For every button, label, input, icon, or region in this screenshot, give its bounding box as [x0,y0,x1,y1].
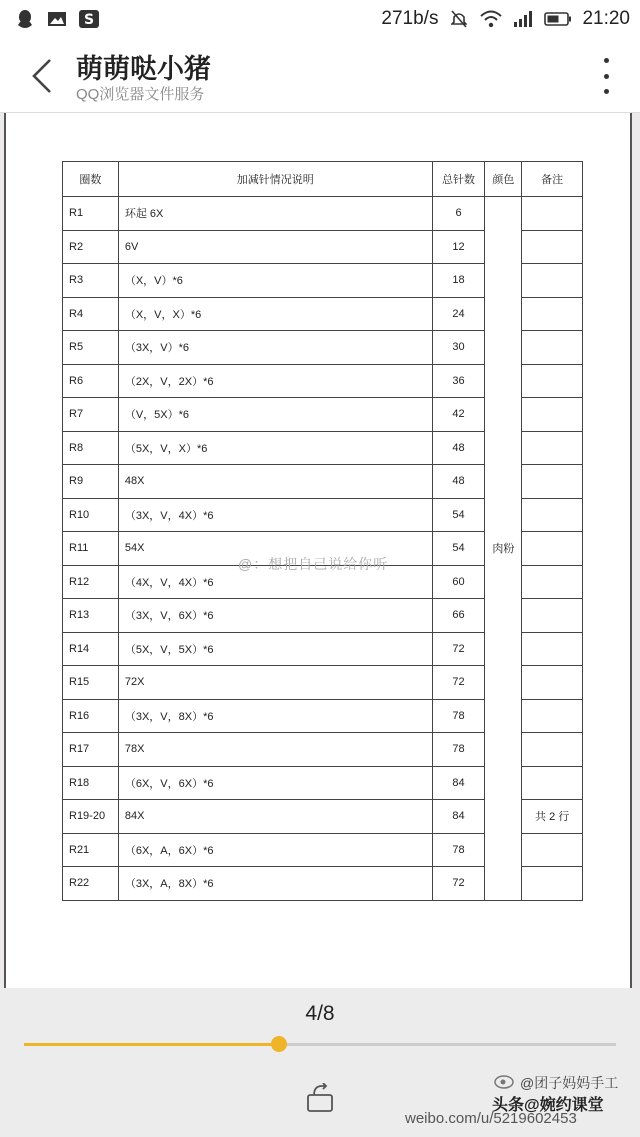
more-options-button[interactable] [602,58,610,94]
description-cell: （4X，V，4X）*6 [118,565,432,599]
round-cell: R12 [63,565,119,599]
bottom-bar [0,988,640,1137]
note-cell [522,398,583,432]
round-cell: R19-20 [63,800,119,834]
total-cell: 48 [432,465,485,499]
note-cell [522,532,583,566]
note-cell [522,364,583,398]
page-title: 萌萌哒小猪 [76,54,211,84]
description-cell: 78X [118,733,432,767]
battery-icon [544,9,572,29]
document-page[interactable] [4,113,632,988]
rotate-icon [306,1083,336,1113]
round-cell: R3 [63,264,119,298]
more-dot-icon [604,58,609,63]
total-cell: 84 [432,766,485,800]
network-speed: 271b/s [381,8,439,29]
watermark-text: @：想把自己说给你听 [238,556,389,572]
note-cell [522,465,583,499]
back-button[interactable] [28,56,58,96]
weibo-url: weibo.com/u/5219602453 [405,1110,577,1127]
description-cell: 54X [118,532,432,566]
description-cell: （5X，V，5X）*6 [118,632,432,666]
image-icon [46,9,68,29]
header-color: 颜色 [485,162,522,197]
weibo-icon [494,1071,516,1089]
round-cell: R5 [63,331,119,365]
rotate-screen-button[interactable] [306,1083,336,1113]
pattern-table [62,161,583,901]
svg-text:S: S [83,12,95,28]
note-cell [522,264,583,298]
note-cell [522,833,583,867]
round-cell: R22 [63,867,119,901]
total-cell: 30 [432,331,485,365]
round-cell: R2 [63,230,119,264]
note-cell [522,666,583,700]
total-cell: 24 [432,297,485,331]
total-cell: 60 [432,565,485,599]
note-cell [522,431,583,465]
page-slider[interactable] [24,1043,616,1046]
note-cell: 共 2 行 [522,800,583,834]
weibo-handle: @团子妈妈手工 [520,1075,619,1091]
round-cell: R21 [63,833,119,867]
total-cell: 78 [432,833,485,867]
note-cell [522,331,583,365]
round-cell: R13 [63,599,119,633]
total-cell: 78 [432,699,485,733]
slider-knob[interactable] [271,1036,287,1052]
total-cell: 54 [432,498,485,532]
qq-icon [14,9,36,29]
note-cell [522,565,583,599]
total-cell: 72 [432,867,485,901]
total-cell: 48 [432,431,485,465]
total-cell: 18 [432,264,485,298]
header-note: 备注 [522,162,583,197]
round-cell: R17 [63,733,119,767]
round-cell: R1 [63,197,119,231]
color-cell: 肉粉 [485,197,522,901]
toutiao-credit: 头条@婉约课堂 [492,1097,604,1114]
description-cell: （3X，V）*6 [118,331,432,365]
description-cell: （2X，V，2X）*6 [118,364,432,398]
total-cell: 36 [432,364,485,398]
round-cell: R10 [63,498,119,532]
mute-icon [448,9,470,29]
note-cell [522,230,583,264]
total-cell: 42 [432,398,485,432]
description-cell: 48X [118,465,432,499]
round-cell: R16 [63,699,119,733]
wifi-icon [480,9,502,29]
page-subtitle: QQ浏览器文件服务 [76,86,205,103]
round-cell: R9 [63,465,119,499]
app-header [0,38,640,113]
total-cell: 84 [432,800,485,834]
note-cell [522,599,583,633]
status-bar [0,0,640,38]
note-cell [522,197,583,231]
total-cell: 72 [432,632,485,666]
total-cell: 72 [432,666,485,700]
total-cell: 78 [432,733,485,767]
description-cell: 6V [118,230,432,264]
description-cell: （X，V，X）*6 [118,297,432,331]
total-cell: 54 [432,532,485,566]
description-cell: （3X，V，8X）*6 [118,699,432,733]
total-cell: 12 [432,230,485,264]
total-cell: 6 [432,197,485,231]
clock: 21:20 [582,8,630,29]
description-cell: （X，V）*6 [118,264,432,298]
table-row [63,197,583,231]
total-cell: 66 [432,599,485,633]
round-cell: R7 [63,398,119,432]
note-cell [522,733,583,767]
description-cell: 84X [118,800,432,834]
note-cell [522,699,583,733]
description-cell: （5X，V，X）*6 [118,431,432,465]
round-cell: R18 [63,766,119,800]
header-description: 加减针情况说明 [118,162,432,197]
description-cell: （3X，V，6X）*6 [118,599,432,633]
note-cell [522,498,583,532]
round-cell: R6 [63,364,119,398]
description-cell: （V，5X）*6 [118,398,432,432]
header-round: 圈数 [63,162,119,197]
slider-fill [24,1043,279,1046]
more-dot-icon [604,89,609,94]
round-cell: R14 [63,632,119,666]
signal-icon [512,9,534,29]
table-header-row [63,162,583,197]
note-cell [522,766,583,800]
description-cell: （3X，A，8X）*6 [118,867,432,901]
round-cell: R4 [63,297,119,331]
note-cell [522,867,583,901]
header-total: 总针数 [432,162,485,197]
round-cell: R11 [63,532,119,566]
round-cell: R15 [63,666,119,700]
description-cell: （3X，V，4X）*6 [118,498,432,532]
description-cell: 72X [118,666,432,700]
description-cell: （6X，A，6X）*6 [118,833,432,867]
description-cell: 环起 6X [118,197,432,231]
chevron-left-icon [28,56,58,96]
description-cell: （6X，V，6X）*6 [118,766,432,800]
more-dot-icon [604,74,609,79]
note-cell [522,632,583,666]
note-cell [522,297,583,331]
s-app-icon [78,9,100,29]
page-indicator: 4/8 [305,1002,335,1025]
round-cell: R8 [63,431,119,465]
